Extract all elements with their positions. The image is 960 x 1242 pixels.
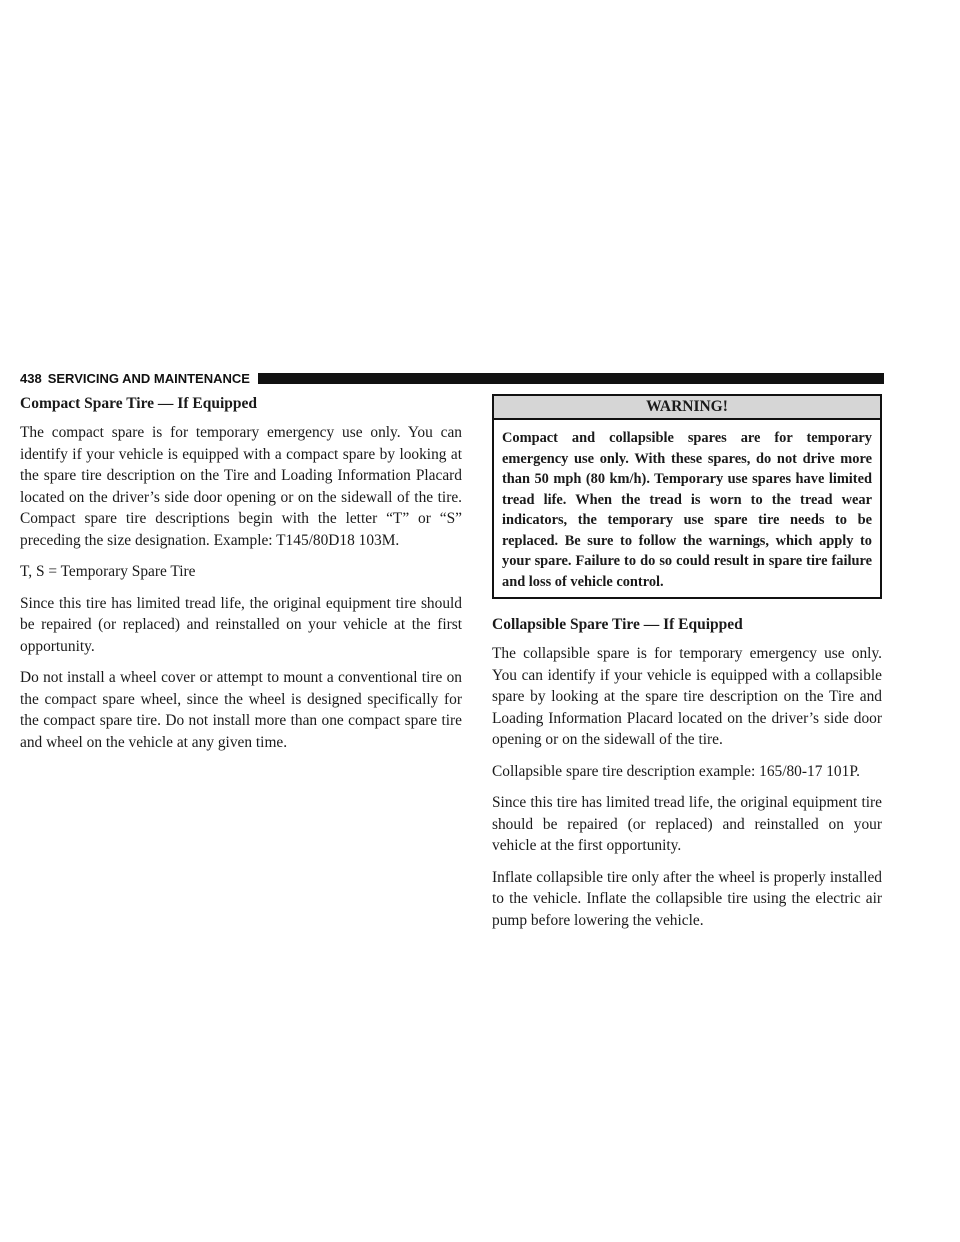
compact-spare-heading: Compact Spare Tire — If Equipped xyxy=(20,395,257,412)
collapsible-spare-paragraph-3: Since this tire has limited tread life, the original equipment tire should be repaired (or replaced) and reinstalled on your vehicle at the first opportunity. xyxy=(492,794,882,854)
left-column xyxy=(20,394,462,763)
compact-spare-paragraph-1: The compact spare is for temporary emergency use only. You can identify if your vehicle is equipped with a compact spare by looking at the spare tire description on the Tire and Loading Information Placard located on the driver’s side door opening or on the sidewall of the tire. Compact spare tire descriptions begin with the letter “T” or “S” preceding the size designation. Example: T145/80D18 103M. xyxy=(20,424,462,549)
page-header xyxy=(20,370,884,386)
collapsible-spare-paragraph-4: Inflate collapsible tire only after the wheel is properly installed to the vehicle. Inflate the collapsible tire using the electric air pump before lowering the vehicle. xyxy=(492,868,882,929)
warning-body: Compact and collapsible spares are for temporary emergency use only. With these spares, do not drive more than 50 mph (80 km/h). Temporary use spares have limited tread life. When the tread is worn to the tread wear indicators, the temporary use spare tire needs to be replaced. Be sure to follow the warnings, which apply to your spare. Failure to do so could result in spare tire failure and loss of vehicle control. xyxy=(502,430,872,590)
collapsible-spare-paragraph-1: The collapsible spare is for temporary emergency use only. You can identify if your vehicle is equipped with a collapsible spare by looking at the spare tire description on the Tire and Loading Information Placard located on the driver’s side door opening or on the sidewall of the tire. xyxy=(492,645,882,748)
compact-spare-paragraph-3: Since this tire has limited tread life, the original equipment tire should be repaired (or replaced) and reinstalled on your vehicle at the first opportunity. xyxy=(20,594,462,655)
collapsible-spare-paragraph-2: Collapsible spare tire description example: 165/80-17 101P. xyxy=(492,762,861,780)
page-number: 438 xyxy=(20,370,42,386)
header-rule xyxy=(258,373,884,384)
compact-spare-paragraph-4: Do not install a wheel cover or attempt to mount a conventional tire on the compact spare wheel, since the wheel is designed specifically for the compact spare tire. Do not install more than one compact spare tire and wheel on the vehicle at any given time. xyxy=(20,669,462,751)
section-title: SERVICING AND MAINTENANCE xyxy=(47,370,250,386)
warning-title: WARNING! xyxy=(494,396,880,420)
warning-box xyxy=(492,394,882,599)
right-column xyxy=(492,394,882,941)
compact-spare-paragraph-2: T, S = Temporary Spare Tire xyxy=(20,563,196,580)
collapsible-spare-heading: Collapsible Spare Tire — If Equipped xyxy=(492,616,743,633)
